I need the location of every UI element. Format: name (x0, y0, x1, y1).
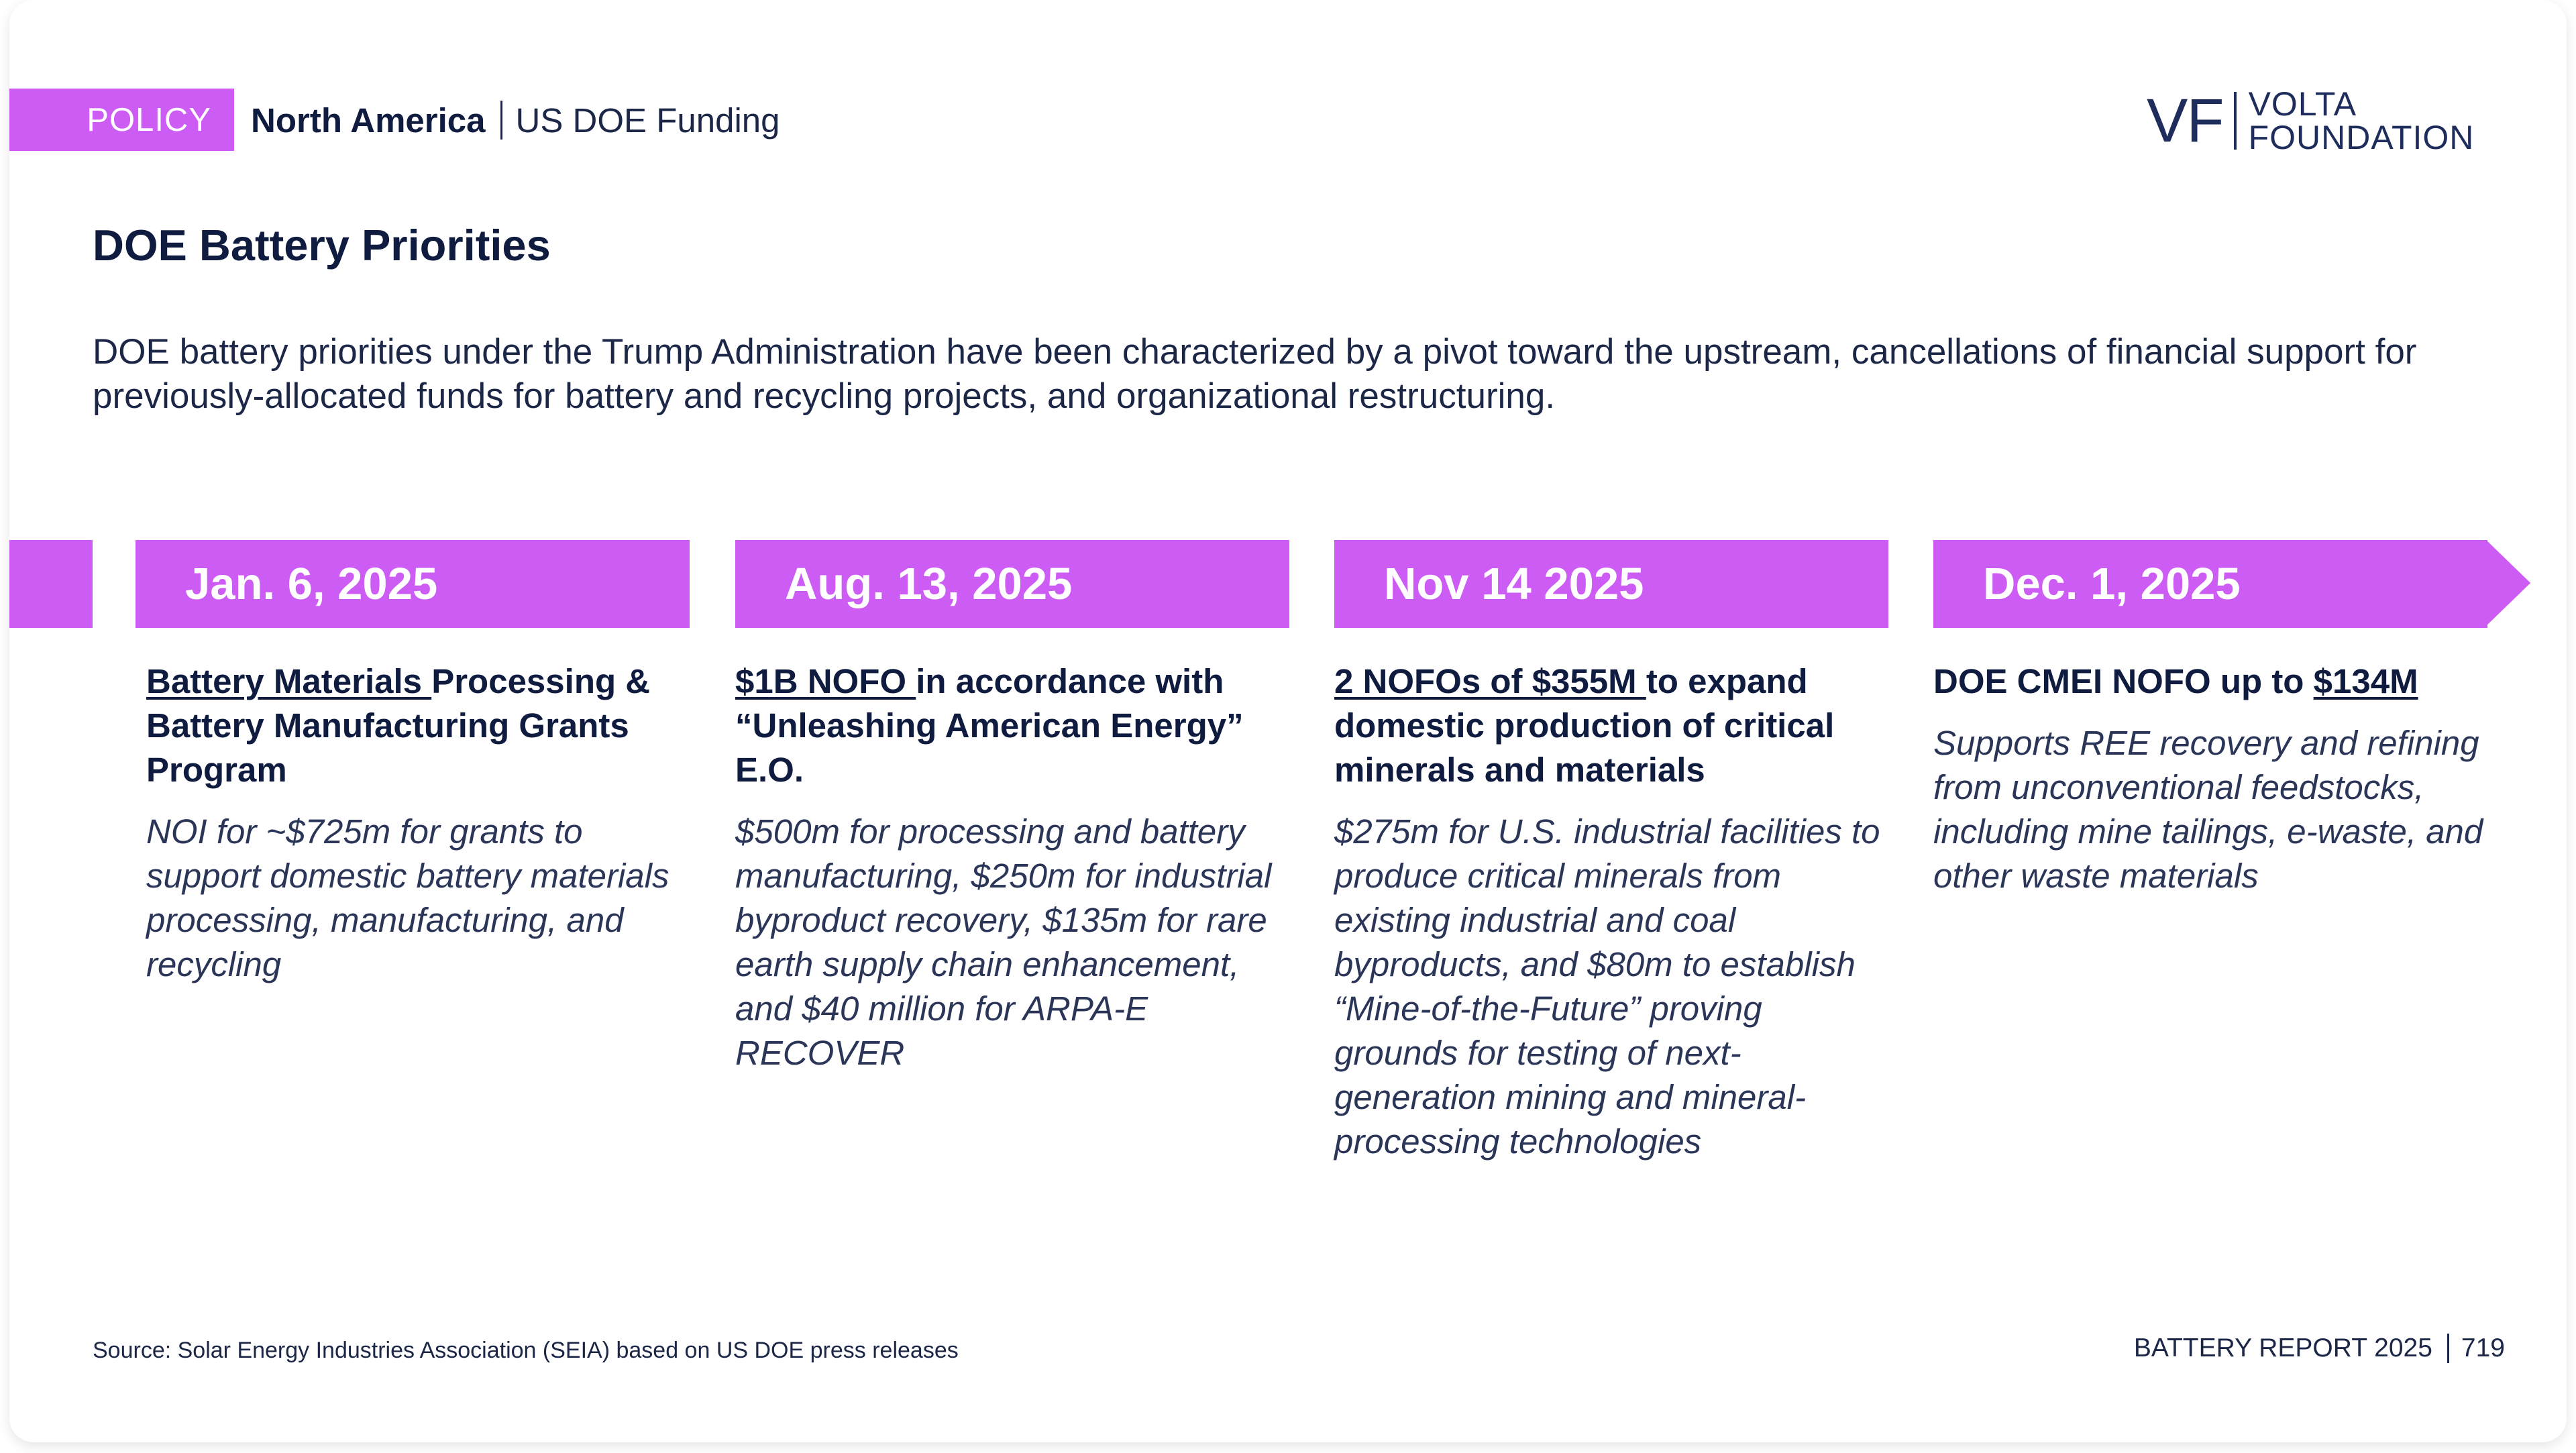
intro-paragraph: DOE battery priorities under the Trump Administration have been characterized by a pivot toward the upstream, cancellations of financial support for previously-allocated funds for battery and recycling projects, and organizational restructuring. (93, 332, 2417, 416)
logo-divider (2234, 92, 2237, 150)
heading-link[interactable]: $1B NOFO (735, 662, 916, 700)
report-footer (2134, 1334, 2505, 1363)
timeline-item-heading (735, 659, 1292, 792)
breadcrumb-divider (500, 101, 502, 140)
topic-label: US DOE Funding (515, 101, 780, 140)
timeline-item-description: $500m for processing and battery manufacturing, $250m for industrial byproduct recovery, $135m for rare earth supply chain enhancement, and $40 million for ARPA-E RECOVER (735, 812, 1272, 1072)
timeline-date-3: Nov 14 2025 (1334, 540, 1888, 628)
page-number: 719 (2461, 1334, 2505, 1362)
category-tag: POLICY (9, 89, 234, 151)
logo-line-2: FOUNDATION (2248, 119, 2475, 156)
timeline-item-description: Supports REE recovery and refining from unconventional feedstocks, including mine tailings, e-waste, and other waste materials (1933, 724, 2483, 895)
timeline-item-heading (1334, 659, 1891, 792)
heading-text: in accordance with “Unleashing American Energy” E.O. (735, 662, 1244, 789)
logo-line-1: VOLTA (2248, 85, 2357, 123)
timeline-item-1 (146, 659, 703, 987)
region-label: North America (251, 101, 486, 140)
timeline-lead-block (9, 540, 93, 628)
heading-link[interactable]: $134M (2313, 662, 2418, 700)
timeline-item-heading (146, 659, 703, 792)
timeline-item-2 (735, 659, 1292, 1075)
timeline-item-description: $275m for U.S. industrial facilities to produce critical minerals from existing industrial and coal byproducts, and $80m to establish “Mine-of-the-Future” proving grounds for testing of next-generation mining and mineral-processing technologies (1334, 812, 1880, 1161)
timeline-item-3 (1334, 659, 1891, 1164)
timeline-date-4: Dec. 1, 2025 (1933, 540, 2487, 628)
timeline-item-4 (1933, 659, 2490, 898)
logo-mark: VF (2147, 87, 2223, 155)
volta-foundation-logo (2147, 87, 2474, 154)
timeline-item-heading (1933, 659, 2490, 704)
timeline-item-description: NOI for ~$725m for grants to support domestic battery materials processing, manufacturing, and recycling (146, 812, 669, 983)
timeline-arrowhead-icon (2486, 538, 2532, 628)
logo-wordmark (2249, 87, 2475, 154)
report-name: BATTERY REPORT 2025 (2133, 1334, 2432, 1362)
page-title: DOE Battery Priorities (93, 221, 551, 270)
timeline-date-2: Aug. 13, 2025 (735, 540, 1289, 628)
timeline-date-1: Jan. 6, 2025 (136, 540, 690, 628)
breadcrumb (251, 99, 780, 141)
footer-divider (2447, 1334, 2449, 1363)
heading-link[interactable]: 2 NOFOs of $355M (1334, 662, 1646, 700)
heading-text: DOE CMEI NOFO up to (1933, 662, 2314, 700)
heading-link[interactable]: Battery Materials (146, 662, 432, 700)
source-note: Source: Solar Energy Industries Association (SEIA) based on US DOE press releases (93, 1338, 959, 1363)
heading-text: to expand domestic production of critical minerals and materials (1334, 662, 1835, 789)
heading-text: Processing & Battery Manufacturing Grants Program (146, 662, 651, 789)
